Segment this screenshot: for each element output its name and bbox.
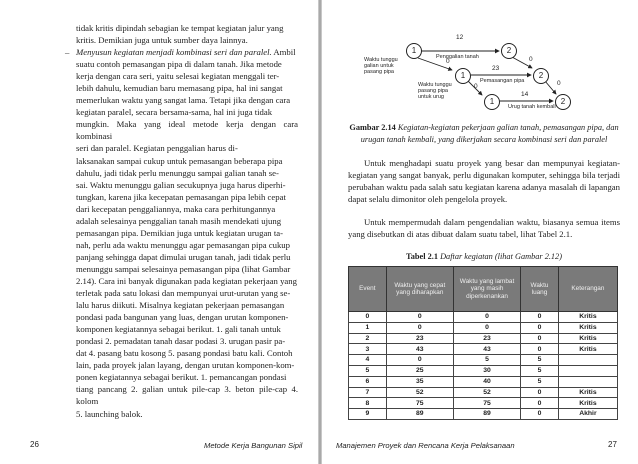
table-cell: 0: [521, 333, 559, 344]
label-urug: Urug tanah kembali: [508, 104, 556, 110]
table-cell: 43: [453, 344, 520, 355]
table-cell: 43: [386, 344, 453, 355]
table-header-row: [349, 267, 618, 312]
table-cell: 23: [453, 333, 520, 344]
table-cell: Kritis: [558, 398, 617, 409]
activity-table: [348, 266, 618, 420]
left-text-line: seri dan paralel. Kegiatan penggalian harus di-: [76, 143, 238, 154]
left-page: [0, 0, 318, 464]
table-row: [349, 365, 618, 376]
header-event: Event: [349, 267, 387, 312]
table-cell: 9: [349, 409, 387, 420]
table-row: [349, 322, 618, 333]
left-text-line: lalu harus diikuti. Misalnya kegiatan pekerjaan pemasangan: [76, 300, 285, 311]
table-cell: 0: [521, 312, 559, 323]
left-text-line: kegiatan paralel, secara bersama-sama, hal ini juga tidak: [76, 107, 273, 118]
table-cell: 30: [453, 365, 520, 376]
table-cell: 7: [349, 387, 387, 398]
right-page: [322, 0, 638, 464]
left-text-line: suatu contoh pemasangan pipa di dalam tanah. Jika metode: [76, 59, 282, 70]
left-text-line: pondasi 2. pemadatan tanah dasar podasi 3. urugan pasir pa-: [76, 336, 286, 347]
table-cell: 40: [453, 376, 520, 387]
figure-caption-label: Gambar 2.14: [349, 123, 396, 132]
table-caption: [348, 252, 620, 261]
table-cell: Kritis: [558, 322, 617, 333]
table-cell: 0: [349, 312, 387, 323]
table-row: [349, 312, 618, 323]
table-caption-text: Daftar kegiatan (lihat Gambar 2.12): [440, 252, 562, 261]
table-cell: Kritis: [558, 387, 617, 398]
paragraph-1: [348, 157, 620, 205]
left-text-line: pemasangan pipa. Demikian juga untuk kegiatan urugan ta-: [76, 227, 283, 238]
wait-zero-2: 0: [446, 58, 450, 65]
table-cell: 3: [349, 344, 387, 355]
table-cell: 52: [386, 387, 453, 398]
table-cell: 0: [386, 312, 453, 323]
left-text-line: terletak pada satu lokasi dan mempunyai urut-urutan yang se-: [76, 288, 291, 299]
node-end-urug: 2: [555, 94, 571, 110]
table-row: [349, 333, 618, 344]
table-cell: 35: [386, 376, 453, 387]
table-cell: 0: [453, 312, 520, 323]
table-row: [349, 376, 618, 387]
node-start-galian: 1: [406, 43, 422, 59]
list-dash: –: [65, 47, 70, 58]
table-cell: [558, 355, 617, 366]
header-keterangan: Keterangan: [558, 267, 617, 312]
duration-pipa: 23: [492, 65, 500, 72]
left-text-line: dari kecepatan penggaliannya, maka cara perhitungannya: [76, 203, 276, 214]
label-pipa: Pemasangan pipa: [480, 78, 525, 84]
table-cell: 8: [349, 398, 387, 409]
left-text-line: nah, perlu ada waktu menunggu agar pemasangan pipa cukup: [76, 239, 290, 250]
table-cell: Akhir: [558, 409, 617, 420]
duration-urug: 14: [521, 91, 529, 98]
duration-galian: 12: [456, 34, 464, 41]
node-end-galian: 2: [501, 43, 517, 59]
table-cell: 0: [521, 387, 559, 398]
left-text-line: lebih dahulu, kemudian baru memasang pipa, hal ini sangat: [76, 83, 283, 94]
node-start-urug: 1: [484, 94, 500, 110]
table-cell: 0: [521, 344, 559, 355]
left-page-body-text: [65, 22, 298, 420]
wait-zero-1: 0: [529, 56, 533, 63]
table-row: [349, 344, 618, 355]
table-cell: 23: [386, 333, 453, 344]
table-cell: Kritis: [558, 344, 617, 355]
left-text-line: menunggu sampai selesainya pemasangan pipa (lihat Gambar: [76, 263, 291, 274]
left-text-line: panjang sehingga dapat dimulai urugan tanah, jadi tidak perlu: [76, 251, 291, 262]
left-text-line: kritis. Demikian juga untuk sumber daya lainnya.: [76, 35, 248, 46]
paragraph-2-text: Untuk mempermudah dalam pengendalian waktu, biasanya semua items yang disebutkan di atas dibuat dalam suatu tabel, lihat Tabel 2.1.: [348, 217, 620, 240]
left-text-line: 2.14). Cara ini banyak digunakan pada kegiatan pekerjaan yang: [76, 275, 297, 286]
link-pipa-urug-end: [545, 81, 556, 94]
left-text-line: adalah selesainya penggalian tanah masih mendekati ujung: [76, 215, 282, 226]
note-tunggu-galian: Waktu tunggu galian untuk pasang pipa: [364, 57, 398, 76]
table-cell: 0: [386, 322, 453, 333]
label-galian: Penggalian tanah: [436, 54, 479, 60]
wait-zero-4: 0: [474, 83, 478, 90]
header-waktu-lambat: Waktu yang lambat yang masih diperkenankan: [453, 267, 520, 312]
table-cell: 2: [349, 333, 387, 344]
table-cell: Kritis: [558, 333, 617, 344]
table-cell: Kritis: [558, 312, 617, 323]
figure-caption: [348, 122, 620, 145]
left-text-line: tiang pancang 2. galian untuk pile-cap 3. beton pile-cap 4. kolom: [76, 384, 298, 407]
table-caption-label: Tabel 2.1: [406, 252, 438, 261]
node-end-pipa: 2: [533, 68, 549, 84]
left-text-line: komponen kegiatannya sebagai berikut. 1. gali tanah untuk: [76, 324, 281, 335]
table-cell: 1: [349, 322, 387, 333]
table-cell: 25: [386, 365, 453, 376]
left-text-line: 5. launching balok.: [76, 408, 143, 419]
table-cell: [558, 376, 617, 387]
table-body: [349, 312, 618, 420]
table-cell: 5: [453, 355, 520, 366]
left-text-line: ponen kegiatannya sebagai berikut. 1. pemancangan pondasi: [76, 372, 287, 383]
network-diagram: [352, 18, 622, 136]
paragraph-1-text: Untuk menghadapi suatu proyek yang besar dan mempunyai kegiatan-kegiatan yang sangat banyak, perlu digunakan komputer, sehingga bila terjadi perubahan waktu pada salah satu kegiatan karena adanya masalah di lapangan dapat selalu dimonitor oleh pengelola proyek.: [348, 158, 620, 205]
left-text-line: dahulu, jadi tidak perlu menunggu sampai galian tanah se-: [76, 167, 279, 178]
table-row: [349, 398, 618, 409]
emphasis-text: Menyusun kegiatan menjadi kombinasi seri dan paralel.: [76, 47, 272, 58]
table-cell: 5: [521, 376, 559, 387]
left-text-line: mungkin. Maka yang ideal metode kerja dengan cara kombinasi: [76, 119, 298, 142]
left-text-line: pondasi pada bangunan yang luas, dengan urutan komponen-: [76, 312, 289, 323]
header-waktu-cepat: Waktu yang cepat yang diharapkan: [386, 267, 453, 312]
table-row: [349, 409, 618, 420]
table-row: [349, 387, 618, 398]
figure-caption-text: Kegiatan-kegiatan pekerjaan galian tanah, pemasangan pipa, dan urugan tanah kembali, yang dikerjakan secara kombinasi seri dan paralel: [360, 123, 619, 144]
table-cell: 5: [521, 355, 559, 366]
table-cell: [558, 365, 617, 376]
left-text-line: memerlukan waktu yang sangat lama. Tetapi jika dengan cara: [76, 95, 291, 106]
table-cell: 0: [521, 322, 559, 333]
table-cell: 89: [453, 409, 520, 420]
left-text-line: sai. Waktu menunggu galian secukupnya juga harus diperhi-: [76, 179, 286, 190]
left-text-line: lain, pada proyek jalan layang, dengan urutan komponen-kom-: [76, 360, 295, 371]
table-cell: 89: [386, 409, 453, 420]
diagram-arrows: [352, 18, 622, 136]
left-text-line: tungkan, karena jika kecepatan pemasangan pipa lebih cepat: [76, 191, 286, 202]
table-cell: 52: [453, 387, 520, 398]
right-page-number: 27: [608, 440, 617, 449]
wait-zero-3: 0: [557, 80, 561, 87]
table-cell: 4: [349, 355, 387, 366]
left-text-line: tidak kritis dipindah sebagian ke tempat kegiatan jalur yang: [76, 23, 284, 33]
table-cell: 0: [453, 322, 520, 333]
table-cell: 0: [521, 398, 559, 409]
left-text-line: dat 4. pasang batu kosong 5. pasang pondasi batu kali. Contoh: [76, 348, 293, 359]
table-cell: 6: [349, 376, 387, 387]
left-running-head: Metode Kerja Bangunan Sipil: [204, 441, 303, 450]
right-running-head: Manajemen Proyek dan Rencana Kerja Pelaksanaan: [336, 441, 515, 450]
paragraph-2: [348, 216, 620, 240]
table-cell: 75: [453, 398, 520, 409]
table-row: [349, 355, 618, 366]
note-tunggu-pipa: Waktu tunggu pasang pipa untuk urug: [418, 82, 452, 101]
header-waktu-luang: Waktu luang: [521, 267, 559, 312]
table-cell: 5: [349, 365, 387, 376]
left-text-line: laksanakan sampai cukup untuk pemasangan beberapa pipa: [76, 155, 283, 166]
left-text-line: kerja dengan cara seri, yaitu selesai kegiatan menggali ter-: [76, 71, 280, 82]
left-page-number: 26: [30, 440, 39, 449]
table-cell: 75: [386, 398, 453, 409]
table-cell: 0: [386, 355, 453, 366]
table-cell: 0: [521, 409, 559, 420]
table-cell: 5: [521, 365, 559, 376]
node-start-pipa: 1: [455, 68, 471, 84]
left-text-line: Menyusun kegiatan menjadi kombinasi seri dan paralel. Ambil: [76, 47, 296, 58]
